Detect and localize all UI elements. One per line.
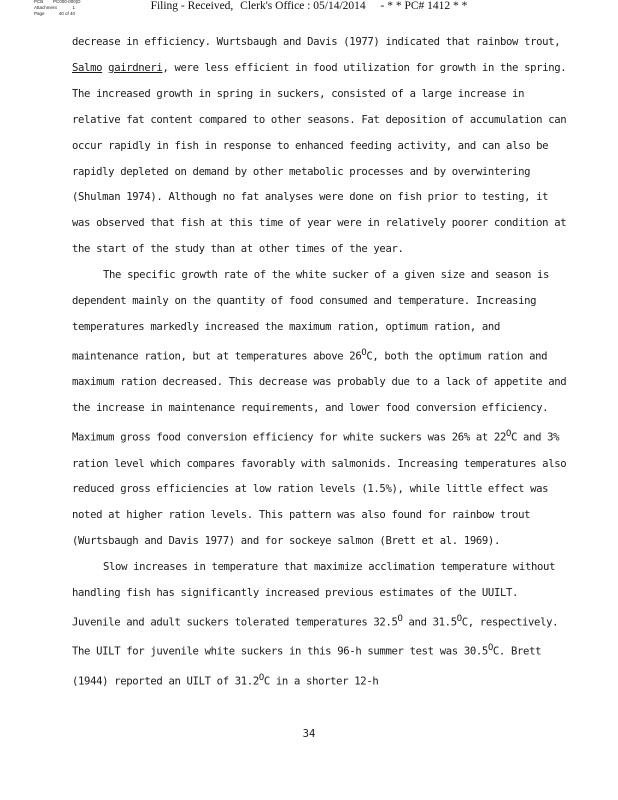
paragraph-text: and 31.5 [402, 616, 457, 629]
paragraph [72, 263, 572, 555]
stamp-label: Attachment [34, 5, 57, 10]
paragraph-text: C, both the optimum ration and maximum ration decreased. This decrease was probably due to a lack of appetite and the increase in maintenance requirements, and lower food conversion efficiency. Maximum gross food conversion efficiency for white suckers was 26% at 22 [72, 350, 567, 444]
document-body [72, 30, 572, 695]
filing-status: Filing - Received, [150, 0, 234, 12]
stamp-value: 40 of 40 [58, 11, 75, 16]
degree-mark: O [397, 614, 403, 624]
paragraph-text: C. Brett (1944) reported an UILT of 31.2 [72, 645, 542, 688]
paragraph-text: C, respectively. The UILT for juvenile white suckers in this 96-h summer test was 30.5 [72, 616, 559, 658]
paragraph [72, 555, 572, 695]
pc-number: - * * PC# 1412 * * [380, 0, 468, 12]
stamp-label: Page [34, 11, 45, 16]
paragraph-text: C and 3% ration level which compares favorably with salmonids. Increasing temperatures also reduced gross efficiencies at low ration levels (1.5%), while little effect was noted at higher ration levels. This pattern was also found for rainbow trout (Wurtsbaugh and Davis 1977) and for sockeye salmon (Brett et al. 1969). [72, 431, 567, 548]
filing-office-date: Clerk's Office : 05/14/2014 [240, 0, 366, 12]
stamp-label: PCB [34, 0, 44, 4]
paragraph-text: decrease in efficiency. Wurtsbaugh and Davis (1977) indicated that rainbow trout, [72, 36, 561, 48]
stamp-value: PC000-000(D [53, 0, 81, 4]
degree-mark: O [258, 672, 264, 683]
paragraph [72, 30, 572, 263]
filing-header [0, 0, 618, 12]
paragraph-text: C in a shorter 12-h [263, 675, 379, 688]
page-number: 34 [302, 728, 316, 740]
degree-mark: O [456, 614, 462, 624]
paragraph-text: , were less efficient in food utilization for growth in the spring. The increased growth in spring in suckers, consisted of a large increase in relative fat content compared to other seasons. Fat deposition of accumulation can occur rapidly in fish in response to enhanced feeding activity, and can also be rapidly depleted on demand by other metabolic processes and by overwintering (Shulman 1974). Although no fat analyses were done on fish prior to testing, it was observed that fish at this time of year were in relatively poorer condition at the start of the study than at other times of the year. [72, 61, 567, 256]
paragraph-text: The specific growth rate of the white sucker of a given size and season is dependent mainly on the quantity of food consumed and temperature. Increasing temperatures markedly increased the maximum ration, optimum ration, and maintenance ration, but at temperatures above 26 [72, 269, 550, 363]
species-epithet: gairdneri [108, 61, 163, 74]
degree-mark: O [361, 347, 367, 358]
degree-mark: O [506, 429, 511, 440]
paragraph-text: Slow increases in temperature that maximize acclimation temperature without handling fish has significantly increased previous estimates of the UUILT. Juvenile and adult suckers tolerated temperatures 32.5 [72, 561, 556, 629]
species-genus: Salmo [72, 61, 103, 74]
stamp-value: 1 [72, 5, 75, 10]
degree-mark: O [487, 643, 493, 654]
